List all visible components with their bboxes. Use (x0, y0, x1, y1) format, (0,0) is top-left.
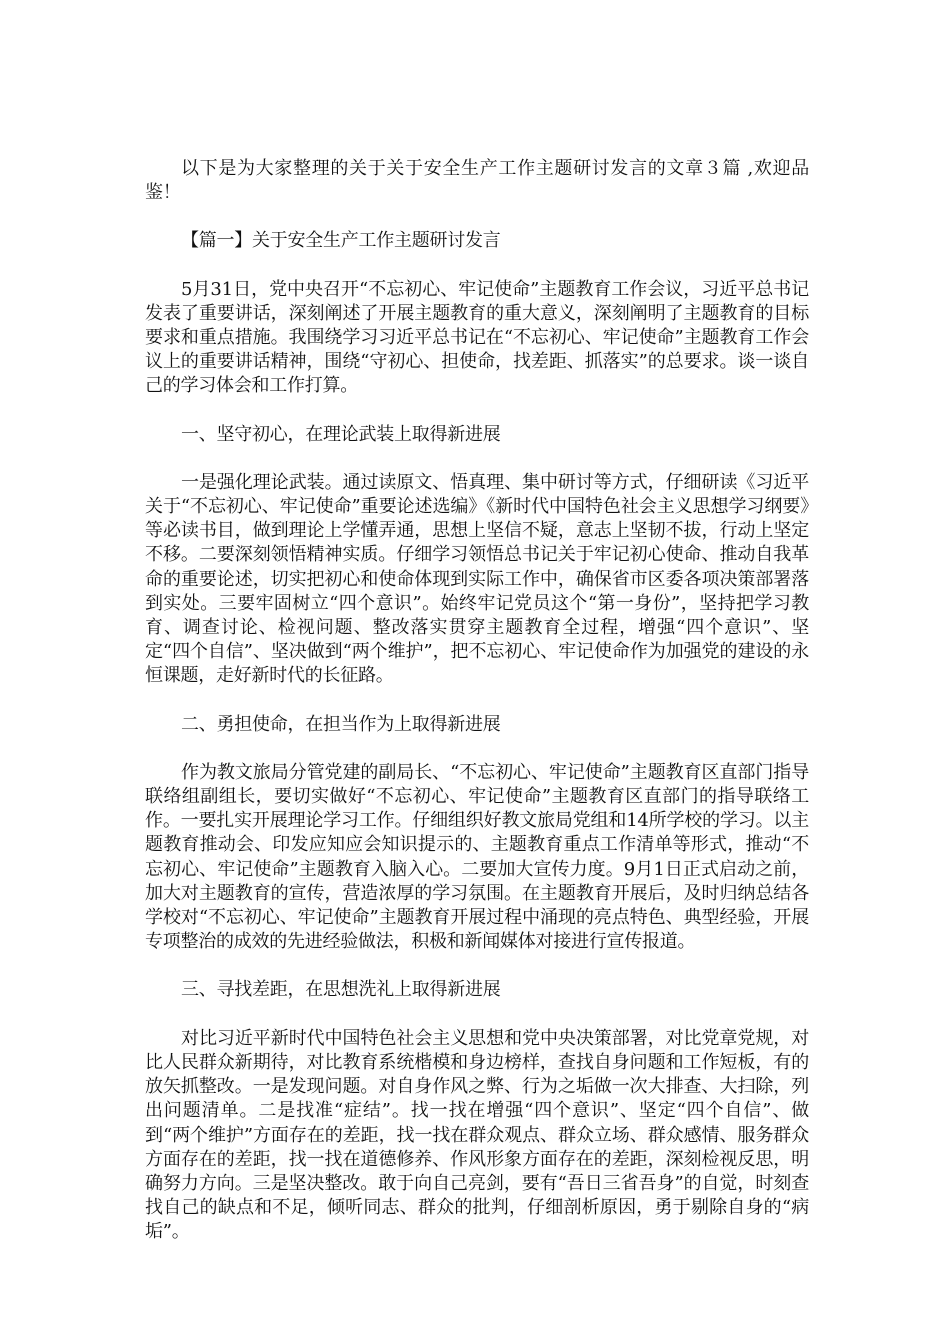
article-title: 【篇一】关于安全生产工作主题研讨发言 (181, 230, 501, 252)
opening-paragraph: 5月31日，党中央召开“不忘初心、牢记使命”主题教育工作会议，习近平总书记发表了重要讲话，深刻阐述了开展主题教育的重大意义，深刻阐明了主题教育的目标要求和重点措施。我围绕学习习近平总书记在“不忘初心、牢记使命”主题教育工作会议上的重要讲话精神，围绕“守初心、担使命，找差距、抓落实”的总要求。谈一谈自己的学习体会和工作打算。 (145, 278, 809, 397)
section-3-body: 对比习近平新时代中国特色社会主义思想和党中央决策部署，对比党章党规，对比人民群众新期待，对比教育系统楷模和身边榜样，查找自身问题和工作短板，有的放矢抓整改。一是发现问题。对自身作风之弊、行为之垢做一次大排查、大扫除，列出问题清单。二是找准“症结”。找一找在增强“四个意识”、坚定“四个自信”、做到“两个维护”方面存在的差距，找一找在群众观点、群众立场、群众感情、服务群众方面存在的差距，找一找在道德修养、作风形象方面存在的差距，深刻检视反思，明确努力方向。三是坚决整改。敢于向自己亮剑，要有“吾日三省吾身”的自觉，时刻查找自己的缺点和不足，倾听同志、群众的批判，仔细剖析原因，勇于剔除自身的“病垢”。 (145, 1027, 809, 1243)
section-1-body: 一是强化理论武装。通过读原文、悟真理、集中研讨等方式，仔细研读《习近平关于“不忘初心、牢记使命”重要论述选编》《新时代中国特色社会主义思想学习纲要》等必读书目，做到理论上学懂弄通，思想上坚信不疑，意志上坚韧不拔，行动上坚定不移。二要深刻领悟精神实质。仔细学习领悟总书记关于牢记初心使命、推动自我革命的重要论述，切实把初心和使命体现到实际工作中，确保省市区委各项决策部署落到实处。三要牢固树立“四个意识”。始终牢记党员这个“第一身份”，坚持把学习教育、调查讨论、检视问题、整改落实贯穿主题教育全过程，增强“四个意识”、坚定“四个自信”、坚决做到“两个维护”，把不忘初心、牢记使命作为加强党的建设的永恒课题，走好新时代的长征路。 (145, 471, 809, 687)
intro-paragraph: 以下是为大家整理的关于关于安全生产工作主题研讨发言的文章３篇 ,欢迎品鉴！ (145, 158, 809, 204)
section-2-heading: 二、勇担使命，在担当作为上取得新进展 (181, 713, 501, 735)
section-2-body: 作为教文旅局分管党建的副局长、“不忘初心、牢记使命”主题教育区直部门指导联络组副组长，要切实做好“不忘初心、牢记使命”主题教育区直部门的指导联络工作。一要扎实开展理论学习工作。仔细组织好教文旅局党组和14所学校的学习。以主题教育推动会、印发应知应会知识提示的、主题教育重点工作清单等形式，推动“不忘初心、牢记使命”主题教育入脑入心。二要加大宣传力度。9月1日正式启动之前，加大对主题教育的宣传，营造浓厚的学习氛围。在主题教育开展后，及时归纳总结各学校对“不忘初心、牢记使命”主题教育开展过程中涌现的亮点特色、典型经验，开展专项整治的成效的先进经验做法，积极和新闻媒体对接进行宣传报道。 (145, 761, 809, 953)
section-1-heading: 一、坚守初心，在理论武装上取得新进展 (181, 423, 501, 445)
section-3-heading: 三、寻找差距，在思想洗礼上取得新进展 (181, 979, 501, 1001)
document-page (145, 157, 809, 1269)
